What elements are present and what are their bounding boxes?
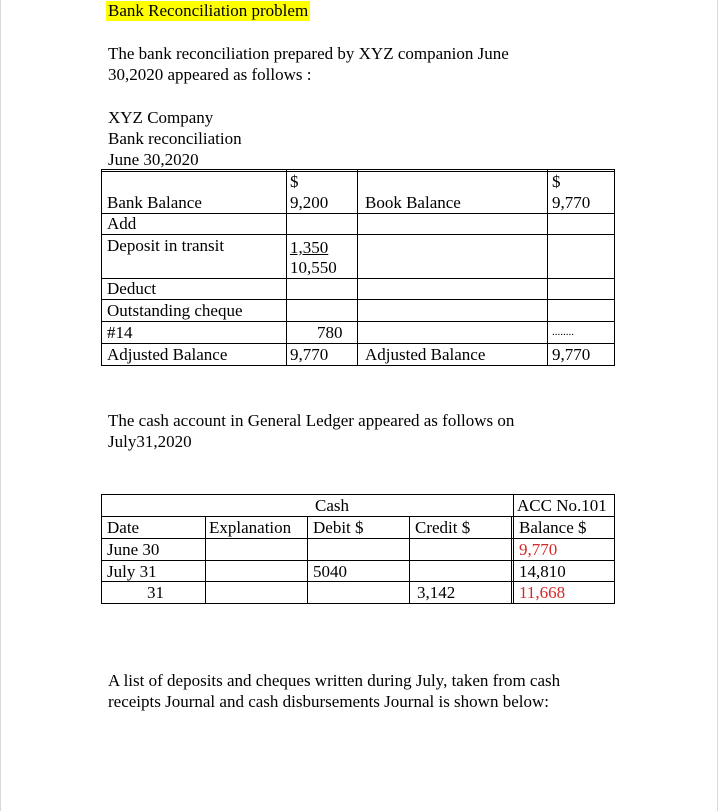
book-balance-label: Book Balance <box>365 193 461 212</box>
bank-balance-value: 9,200 <box>290 193 329 212</box>
outstanding-label: Outstanding cheque <box>107 301 243 320</box>
row-1-date: June 30 <box>107 540 160 559</box>
book-balance-value: 9,770 <box>552 193 591 212</box>
adjusted-balance-label-right: Adjusted Balance <box>365 345 486 364</box>
deposit-label: Deposit in transit <box>107 236 225 255</box>
adjusted-balance-value-left: 9,770 <box>290 345 329 364</box>
cheque-value: 780 <box>317 323 343 342</box>
ledger-intro-line-2: July31,2020 <box>108 432 192 451</box>
add-label: Add <box>107 214 137 233</box>
intro-line-2: 30,2020 appeared as follows : <box>108 65 312 84</box>
deduct-label: Deduct <box>107 279 157 298</box>
row-2-balance: 14,810 <box>519 562 566 581</box>
cash-ledger-table <box>101 494 615 604</box>
report-date: June 30,2020 <box>108 150 199 169</box>
closing-line-2: receipts Journal and cash disbursements Journal is shown below: <box>108 692 549 711</box>
ledger-account-number: ACC No.101 <box>517 496 607 515</box>
closing-line-1: A list of deposits and cheques written during July, taken from cash <box>108 671 561 690</box>
dots-filler: ........ <box>552 326 574 338</box>
subtotal-value: 10,550 <box>290 258 337 277</box>
cheque-label: #14 <box>107 323 133 342</box>
company-name: XYZ Company <box>108 108 214 127</box>
deposit-value: 1,350 <box>290 238 329 257</box>
row-3-date: 31 <box>147 583 164 602</box>
row-2-date: July 31 <box>107 562 157 581</box>
row-1-balance: 9,770 <box>519 540 558 559</box>
reconciliation-table <box>101 169 615 366</box>
header-date: Date <box>107 518 140 537</box>
ledger-title: Cash <box>315 496 349 515</box>
header-debit: Debit $ <box>313 518 364 537</box>
row-2-debit: 5040 <box>313 562 347 581</box>
row-3-credit: 3,142 <box>417 583 456 602</box>
currency-right: $ <box>552 172 561 191</box>
intro-line-1: The bank reconciliation prepared by XYZ companion June <box>108 44 509 63</box>
report-name: Bank reconciliation <box>108 129 242 148</box>
document-title: Bank Reconciliation problem <box>108 1 309 20</box>
ledger-intro-line-1: The cash account in General Ledger appeared as follows on <box>108 411 515 430</box>
header-explanation: Explanation <box>209 518 292 537</box>
header-credit: Credit $ <box>415 518 471 537</box>
header-balance: Balance $ <box>519 518 587 537</box>
row-3-balance: 11,668 <box>519 583 566 602</box>
currency-left: $ <box>290 172 299 191</box>
adjusted-balance-label-left: Adjusted Balance <box>107 345 228 364</box>
bank-balance-label: Bank Balance <box>107 193 202 212</box>
adjusted-balance-value-right: 9,770 <box>552 345 591 364</box>
